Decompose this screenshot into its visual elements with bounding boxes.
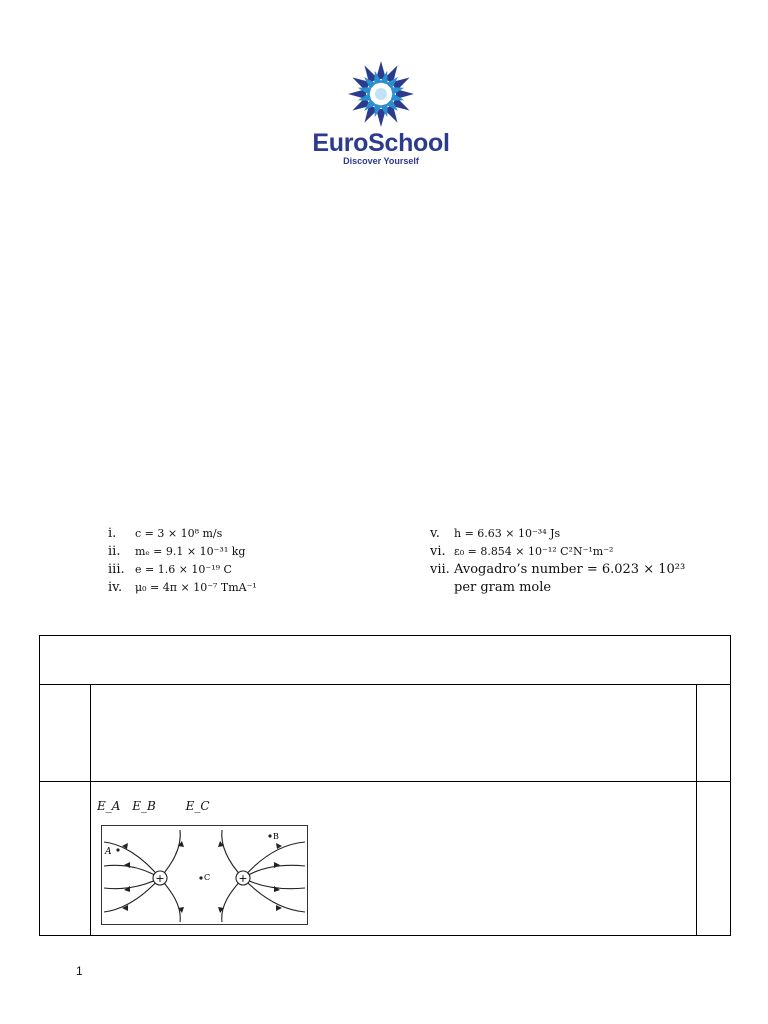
- brand-name: EuroSchool: [312, 129, 450, 157]
- constant-number: iii.: [108, 562, 125, 577]
- brand-tagline: Discover Yourself: [343, 156, 419, 166]
- column-divider: [696, 685, 697, 935]
- constant-text: ε₀ = 8.854 × 10⁻¹² C²N⁻¹m⁻²: [454, 545, 614, 558]
- euroschool-logo: [306, 60, 456, 167]
- point-c-label: C: [204, 873, 211, 882]
- point-a-label: A: [105, 847, 112, 857]
- constant-text: Avogadro’s number = 6.023 × 10²³ per gram mole: [454, 562, 686, 595]
- constants-left-column: [108, 525, 408, 597]
- field-label-ea: E_A: [97, 799, 121, 813]
- point-b-label: B: [273, 832, 279, 841]
- left-charge-symbol: +: [155, 872, 165, 885]
- constant-text: e = 1.6 × 10⁻¹⁹ C: [135, 563, 232, 576]
- constant-item: [108, 579, 408, 597]
- constant-text: mₑ = 9.1 × 10⁻³¹ kg: [135, 545, 246, 558]
- constant-number: v.: [430, 526, 440, 541]
- constant-item: [430, 525, 720, 543]
- field-labels: [97, 799, 210, 813]
- constant-number: ii.: [108, 544, 121, 559]
- field-label-eb: E_B: [132, 799, 156, 813]
- constant-item: [108, 543, 408, 561]
- page-number: 1: [76, 964, 83, 978]
- constant-number: vi.: [430, 544, 446, 559]
- flower-star-icon: [345, 60, 417, 128]
- constant-item: [108, 561, 408, 579]
- table-header-row: [40, 636, 730, 685]
- constant-text: μ₀ = 4π × 10⁻⁷ TmA⁻¹: [135, 581, 257, 594]
- constant-item: [430, 543, 720, 561]
- electric-field-figure: [101, 825, 308, 925]
- table-row: [40, 685, 730, 782]
- constants-right-column: [430, 525, 720, 597]
- field-lines-diagram: [102, 826, 307, 924]
- question-table: [39, 635, 731, 936]
- constant-text: c = 3 × 10⁸ m/s: [135, 527, 223, 540]
- right-charge-symbol: +: [238, 872, 248, 885]
- constant-number: vii.: [430, 562, 450, 577]
- constant-text: h = 6.63 × 10⁻³⁴ Js: [454, 527, 561, 540]
- constant-number: iv.: [108, 580, 123, 595]
- field-label-ec: E_C: [185, 799, 210, 813]
- constant-item: [108, 525, 408, 543]
- constant-item: [430, 561, 720, 597]
- constant-number: i.: [108, 526, 117, 541]
- column-divider: [90, 685, 91, 935]
